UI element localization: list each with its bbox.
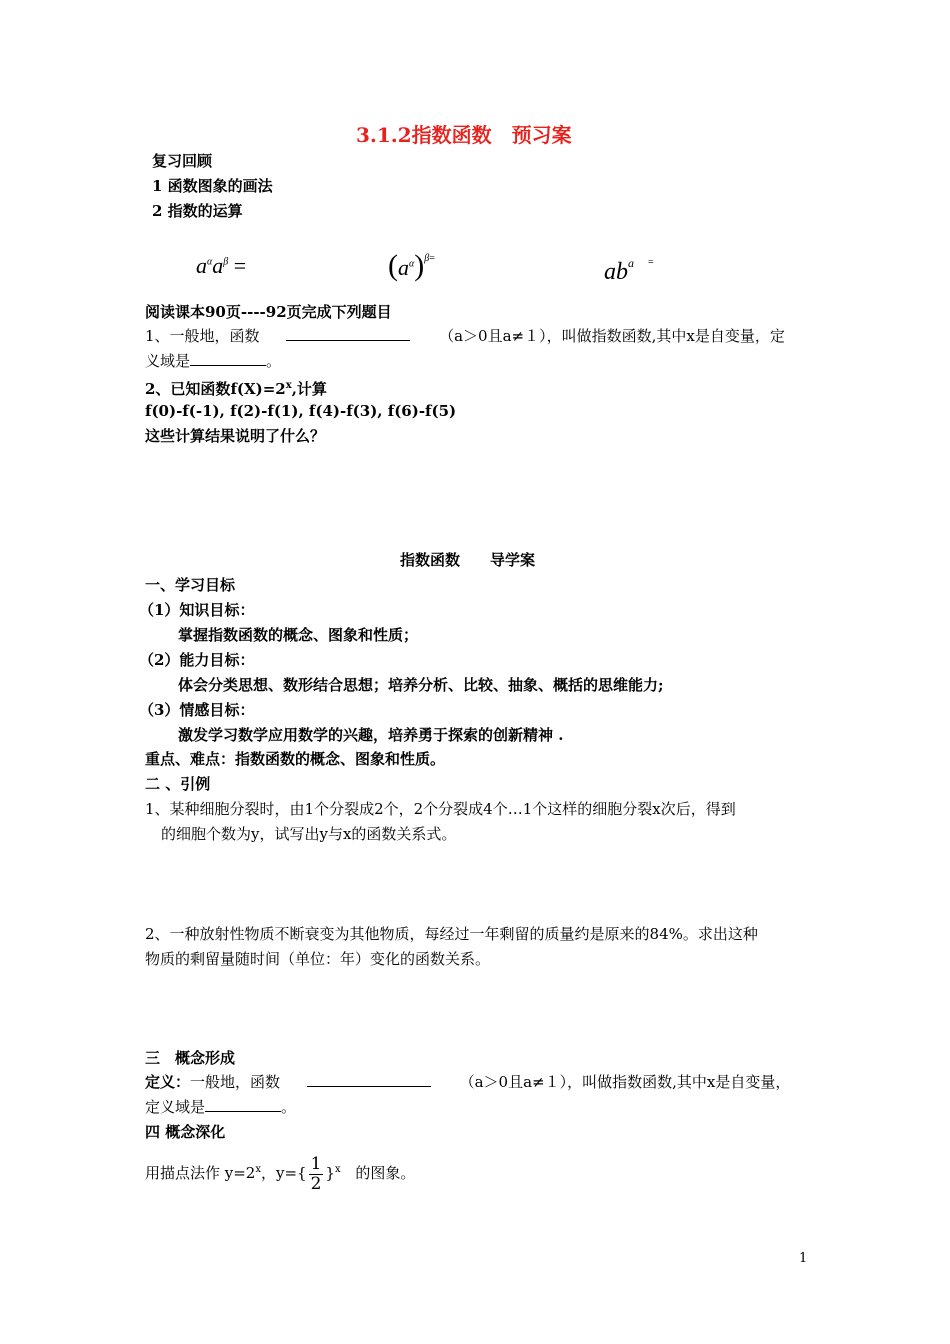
page-number: 1: [799, 1251, 808, 1266]
formula-base: $a^\alpha$: [398, 255, 415, 280]
plot-prefix: 用描点法作 y=2: [145, 1164, 256, 1182]
fraction-denominator: 2: [310, 1173, 322, 1194]
plot-suffix: 的图象。: [355, 1164, 416, 1182]
definition-line-2: [145, 1096, 296, 1118]
goal-2-text: 体会分类思想、数形结合思想；培养分析、比较、抽象、概括的思维能力;: [178, 676, 664, 694]
definition-label: 定义：: [145, 1073, 191, 1091]
goal-2-label: （2）能力目标：: [139, 651, 255, 669]
definition-domain-blank[interactable]: [205, 1097, 281, 1112]
question-1-domain-label: 义域是: [145, 352, 191, 370]
question-2-prefix: 2、已知函数f(X)=2: [145, 380, 286, 398]
plot-mid: ，y={: [261, 1164, 307, 1182]
question-1-line-2: [145, 350, 281, 372]
question-1-condition: （a＞0且a≠１），叫做指数函数,其中x是自变量，定: [439, 327, 785, 345]
formula-power-product: [196, 248, 246, 281]
example-1-line-1: 1、某种细胞分裂时，由1个分裂成2个，2个分裂成4个…1个这样的细胞分裂x次后，得到: [145, 800, 736, 818]
section-1-heading: 一、学习目标: [145, 576, 236, 594]
guide-title: 指数函数 导学案: [400, 551, 536, 569]
formula-power-product-text: $a^\alpha a^\beta$ =: [196, 253, 247, 279]
definition-condition: （a＞0且a≠１），叫做指数函数,其中x是自变量，: [459, 1073, 791, 1091]
open-paren: (: [388, 249, 398, 282]
plot-exponent-1: x: [255, 1164, 261, 1175]
definition-line-1: [145, 1071, 790, 1093]
half-fraction: [309, 1155, 324, 1194]
section-3-heading: 三 概念形成: [145, 1049, 236, 1067]
goal-3-label: （3）情感目标：: [139, 701, 255, 719]
definition-domain-label: 定义域是: [145, 1098, 206, 1116]
close-paren: ): [414, 249, 425, 282]
plot-exponent-2: x: [334, 1164, 341, 1175]
goal-1-text: 掌握指数函数的概念、图象和性质；: [178, 626, 419, 644]
example-2-line-1: 2、一种放射性物质不断衰变为其他物质，每经过一年剩留的质量约是原来的84%。求出这种: [145, 925, 758, 943]
question-2-exponent: x: [285, 380, 292, 391]
question-1-line-1: [145, 325, 785, 347]
key-points-text: 指数函数的概念、图象和性质。: [235, 750, 446, 768]
section-2-heading: 二 、引例: [145, 775, 211, 793]
key-points: [145, 748, 445, 770]
question-2: [145, 375, 327, 400]
review-item-1: 1 函数图象的画法: [152, 177, 273, 195]
section-4-heading: 四 概念深化: [145, 1123, 226, 1141]
key-points-label: 重点、难点：: [145, 750, 236, 768]
review-item-2: 2 指数的运算: [152, 202, 243, 220]
formula-product-power-text: $ab^a$: [604, 256, 634, 285]
fraction-numerator: 1: [310, 1153, 322, 1174]
reading-task: 阅读课本90页----92页完成下列题目: [145, 303, 392, 321]
review-heading: 复习回顾: [152, 152, 213, 170]
plot-task: [145, 1148, 415, 1195]
question-2-question: 这些计算结果说明了什么？: [145, 427, 326, 445]
question-2-calculation: f(0)-f(-1), f(2)-f(1), f(4)-f(3), f(6)-f(5): [145, 402, 457, 420]
definition-prefix: 一般地，函数: [190, 1073, 281, 1091]
example-1-line-2: 的细胞个数为y，试写出y与x的函数关系式。: [161, 825, 457, 843]
plot-close: }: [325, 1164, 335, 1182]
question-1-domain-blank[interactable]: [190, 351, 266, 366]
formula-power-of-power: $(a^\alpha)^{\beta=}$: [388, 249, 435, 282]
question-1-prefix: 1、一般地，函数: [145, 327, 260, 345]
goal-1-label: （1）知识目标：: [139, 601, 255, 619]
definition-function-blank[interactable]: [307, 1072, 431, 1087]
example-2-line-2: 物质的剩留量随时间（单位：年）变化的函数关系。: [145, 950, 491, 968]
question-1-end: 。: [266, 352, 282, 370]
preview-title: 3.1.2指数函数 预习案: [356, 123, 572, 147]
goal-3-text: 激发学习数学应用数学的兴趣，培养勇于探索的创新精神 .: [178, 726, 564, 744]
question-1-function-blank[interactable]: [286, 326, 410, 341]
definition-end: 。: [281, 1098, 297, 1116]
question-2-suffix: ,计算: [291, 380, 327, 398]
formula-product-power: $ab^a$ =: [604, 256, 654, 285]
